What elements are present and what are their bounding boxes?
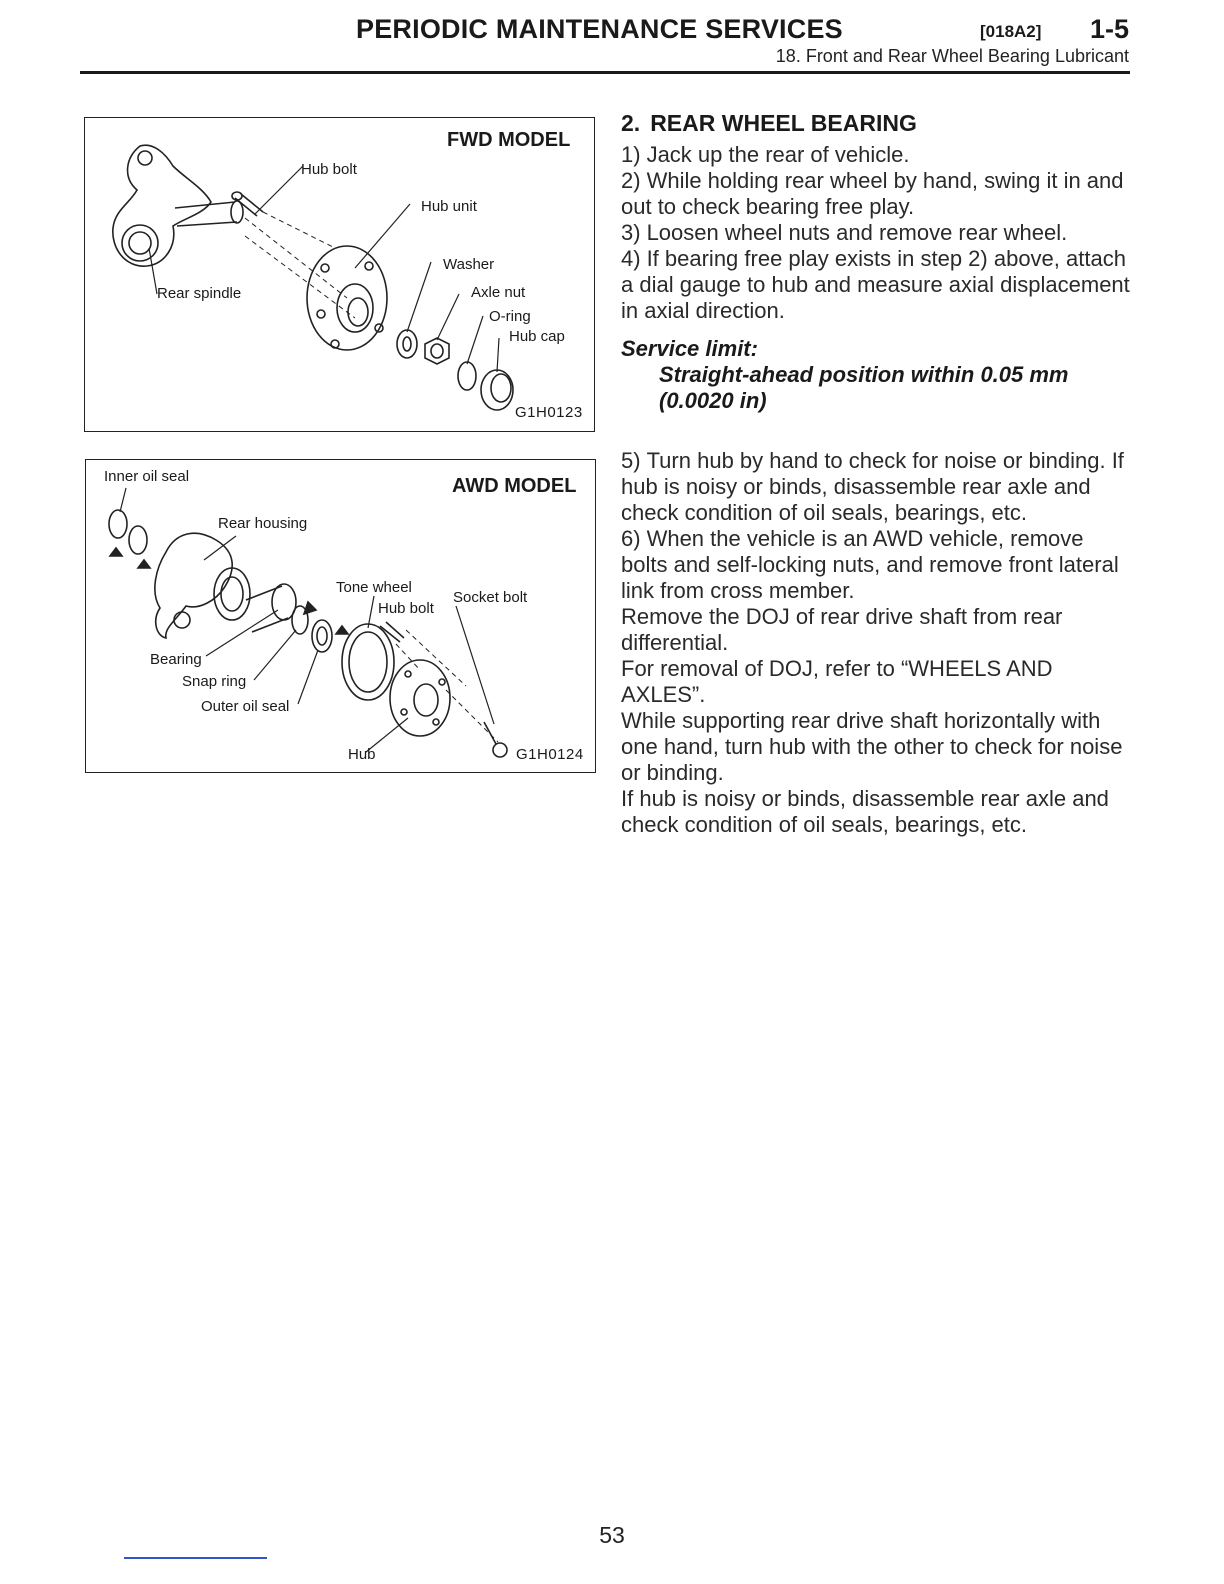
label-hub: Hub <box>348 746 376 763</box>
step-text: Loosen wheel nuts and remove rear wheel. <box>646 220 1068 245</box>
section-page-number: 1-5 <box>1090 14 1130 44</box>
step-text: If bearing free play exists in step 2) above, attach a dial gauge to hub and measure axial displacement in axial direction. <box>621 246 1130 323</box>
label-hub-cap: Hub cap <box>509 328 565 345</box>
section-heading <box>621 110 1134 136</box>
label-snap-ring: Snap ring <box>182 673 247 690</box>
service-limit-label: Service limit: <box>621 336 758 361</box>
service-limit-value: Straight-ahead position within 0.05 mm (0.0020 in) <box>659 362 1069 413</box>
section-code: [018A2] <box>980 22 1042 41</box>
label-o-ring: O-ring <box>489 308 531 325</box>
step-item <box>621 246 1134 324</box>
awd-figure-id: G1H0124 <box>516 746 584 763</box>
body-paragraph: While supporting rear drive shaft horizontally with one hand, turn hub with the other to check for noise or binding. <box>621 708 1123 785</box>
label-rear-housing: Rear housing <box>218 515 308 532</box>
step-text: While holding rear wheel by hand, swing it in and out to check bearing free play. <box>621 168 1124 219</box>
label-socket-bolt: Socket bolt <box>453 589 528 606</box>
step-item <box>621 220 1134 246</box>
step-number: 3) <box>621 220 641 245</box>
section-number: 2. <box>621 110 641 136</box>
fwd-figure-id: G1H0123 <box>515 404 583 421</box>
label-outer-oil-seal: Outer oil seal <box>201 698 290 715</box>
label-hub-bolt: Hub bolt <box>378 600 434 617</box>
label-hub-bolt: Hub bolt <box>301 161 357 178</box>
body-paragraph: Remove the DOJ of rear drive shaft from rear differential. <box>621 604 1063 655</box>
step-number: 5) <box>621 448 641 473</box>
label-washer: Washer <box>443 256 495 273</box>
page-subtitle: 18. Front and Rear Wheel Bearing Lubricant <box>775 46 1129 66</box>
step-number: 4) <box>621 246 641 271</box>
section-title: REAR WHEEL BEARING <box>650 110 917 136</box>
awd-exploded-diagram <box>86 460 595 772</box>
label-hub-unit: Hub unit <box>421 198 477 215</box>
page-number: 53 <box>599 1522 625 1548</box>
page-title: PERIODIC MAINTENANCE SERVICES <box>356 14 843 44</box>
footer-divider <box>124 1557 267 1559</box>
body-paragraph: For removal of DOJ, refer to “WHEELS AND AXLES”. <box>621 656 1053 707</box>
label-axle-nut: Axle nut <box>471 284 526 301</box>
step-number: 1) <box>621 142 641 167</box>
label-inner-oil-seal: Inner oil seal <box>104 468 190 485</box>
step-text: When the vehicle is an AWD vehicle, remove bolts and self-locking nuts, and remove front lateral link from cross member. <box>621 526 1119 603</box>
step-text: Turn hub by hand to check for noise or binding. If hub is noisy or binds, disassemble rear axle and check condition of oil seals, bearings, etc. <box>621 448 1124 525</box>
body-paragraph: If hub is noisy or binds, disassemble rear axle and check condition of oil seals, bearings, etc. <box>621 786 1109 837</box>
step-item <box>621 142 1134 168</box>
awd-model-figure <box>85 459 596 773</box>
fwd-model-figure <box>84 117 595 432</box>
step-number: 6) <box>621 526 641 551</box>
step-item <box>621 526 1134 604</box>
label-tone-wheel: Tone wheel <box>336 579 412 596</box>
procedure-column <box>621 110 1134 838</box>
header-divider <box>80 71 1130 74</box>
label-rear-spindle: Rear spindle <box>157 285 242 302</box>
step-item <box>621 448 1134 526</box>
fwd-model-title: FWD MODEL <box>447 129 571 151</box>
step-text: Jack up the rear of vehicle. <box>646 142 910 167</box>
awd-model-title: AWD MODEL <box>452 475 577 497</box>
step-item <box>621 168 1134 220</box>
label-bearing: Bearing <box>150 651 202 668</box>
step-number: 2) <box>621 168 641 193</box>
spacer <box>621 414 1134 448</box>
